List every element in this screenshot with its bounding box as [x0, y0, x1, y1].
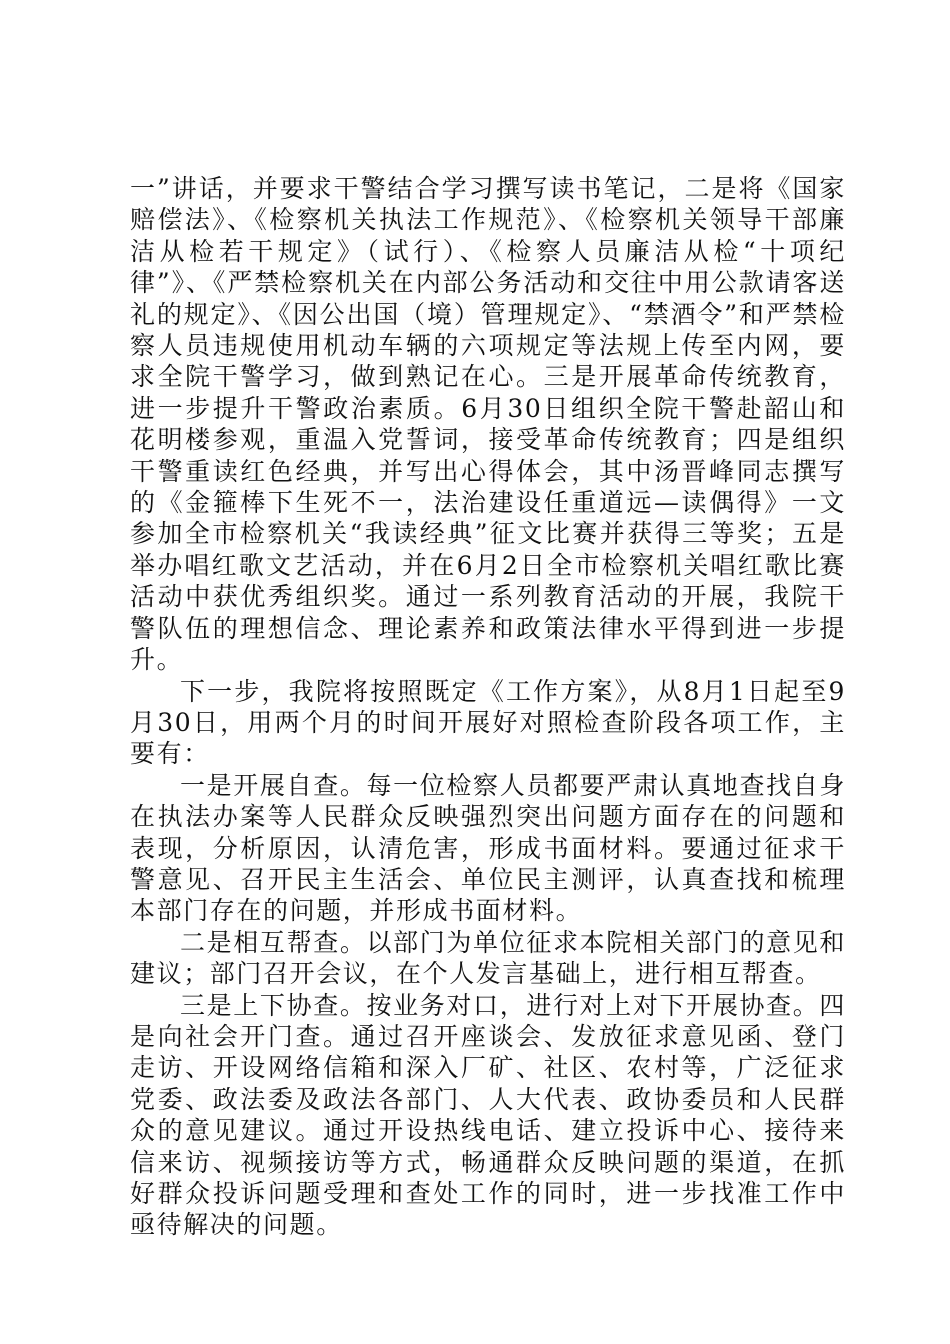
document-body [130, 173, 846, 1241]
paragraph-next-step: 下一步，我院将按照既定《工作方案》，从8月1日起至9月30日，用两个月的时间开展好对照检查阶段各项工作，主要有： [130, 676, 846, 769]
paragraph-education-activities: 一”讲话，并要求干警结合学习撰写读书笔记，二是将《国家赔偿法》、《检察机关执法工作规范》、《检察机关领导干部廉洁从检若干规定》（试行）、《检察人员廉洁从检“十项纪律”》、《严禁检察机关在内部公务活动和交往中用公款请客送礼的规定》、《因公出国（境）管理规定》、“禁酒令”和严禁检察人员违规使用机动车辆的六项规定等法规上传至内网，要求全院干警学习，做到熟记在心。三是开展革命传统教育，进一步提升干警政治素质。6月30日组织全院干警赴韶山和花明楼参观，重温入党誓词，接受革命传统教育；四是组织干警重读红色经典，并写出心得体会，其中汤晋峰同志撰写的《金箍棒下生死不一，法治建设任重道远—读偶得》一文参加全市检察机关“我读经典”征文比赛并获得三等奖；五是举办唱红歌文艺活动，并在6月2日全市检察机关唱红歌比赛活动中获优秀组织奖。通过一系列教育活动的开展，我院干警队伍的理想信念、理论素养和政策法律水平得到进一步提升。 [130, 174, 846, 675]
paragraph-self-check: 一是开展自查。每一位检察人员都要严肃认真地查找自身在执法办案等人民群众反映强烈突出问题方面存在的问题和表现，分析原因，认清危害，形成书面材料。要通过征求干警意见、召开民主生活会、单位民主测评，认真查找和梳理本部门存在的问题，并形成书面材料。 [130, 770, 846, 926]
paragraph-mutual-check: 二是相互帮查。以部门为单位征求本院相关部门的意见和建议；部门召开会议，在个人发言基础上，进行相互帮查。 [130, 927, 846, 989]
paragraph-joint-check: 三是上下协查。按业务对口，进行对上对下开展协查。四是向社会开门查。通过召开座谈会、发放征求意见函、登门走访、开设网络信箱和深入厂矿、社区、农村等，广泛征求党委、政法委及政法各部门、人大代表、政协委员和人民群众的意见建议。通过开设热线电话、建立投诉中心、接待来信来访、视频接访等方式，畅通群众反映问题的渠道，在抓好群众投诉问题受理和查处工作的同时，进一步找准工作中亟待解决的问题。 [130, 990, 846, 1240]
